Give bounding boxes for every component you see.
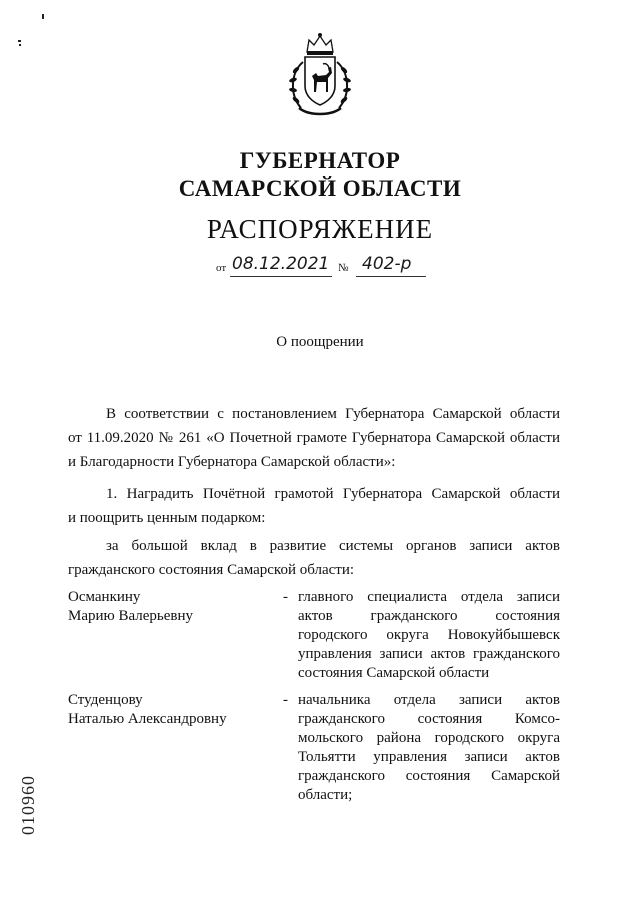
order-item-paragraph (68, 482, 560, 530)
issuer-title-line-2: САМАРСКОЙ ОБЛАСТИ (178, 176, 462, 201)
position-line: состояния Самарской области (298, 665, 490, 681)
scan-speck (19, 44, 21, 46)
date-underline (230, 276, 332, 277)
list-dash: - (283, 589, 288, 605)
awardee-name (68, 588, 193, 626)
awardee-position (298, 691, 560, 805)
awardee-given-names: Наталью Александровну (68, 711, 227, 727)
registration-line (216, 256, 426, 278)
position-line: главного специалиста отдела записи (298, 589, 560, 605)
preamble-line: от 11.09.2020 № 261 «О Почетной грамоте Губернатора Самарской области (68, 430, 560, 446)
position-line: городского округа Новокуйбышевск (298, 627, 560, 643)
awardee-surname: Османкину (68, 589, 141, 605)
date-value: 08.12.2021 (232, 254, 330, 274)
issuer-title-line-1: ГУБЕРНАТОР (239, 148, 401, 173)
date-label: от (216, 262, 227, 274)
number-value: 402-р (362, 254, 412, 274)
preamble-line: и Благодарности Губернатора Самарской области»: (68, 454, 396, 470)
position-line: гражданского состояния Самарской (298, 768, 560, 784)
margin-serial-number: 010960 (18, 775, 38, 835)
list-dash: - (283, 692, 288, 708)
position-line: области; (298, 787, 353, 803)
position-line: управления записи актов гражданского (298, 646, 560, 662)
position-line: гражданского состояния Комсо- (298, 711, 560, 727)
reason-line: гражданского состояния Самарской области: (68, 562, 355, 578)
order-line: и поощрить ценным подарком: (68, 510, 266, 526)
number-underline (356, 276, 426, 277)
awardee-surname: Студенцову (68, 692, 143, 708)
preamble-line: В соответствии с постановлением Губернатора Самарской области (106, 406, 560, 422)
scan-speck (18, 40, 21, 42)
position-line: мольского района городского округа (298, 730, 560, 746)
samara-coat-of-arms-icon (283, 32, 357, 120)
preamble-paragraph (68, 402, 560, 474)
subject-line: О поощрении (276, 334, 364, 350)
reason-line: за большой вклад в развитие системы органов записи актов (106, 538, 560, 554)
position-line: Тольятти управления записи актов (298, 749, 560, 765)
position-line: актов гражданского состояния (298, 608, 560, 624)
reason-paragraph (68, 534, 560, 582)
awardee-name (68, 691, 227, 729)
document-type: РАСПОРЯЖЕНИЕ (206, 214, 434, 244)
position-line: начальника отдела записи актов (298, 692, 560, 708)
order-line: 1. Наградить Почётной грамотой Губернатора Самарской области (106, 486, 560, 502)
awardee-position (298, 588, 560, 683)
number-label: № (338, 262, 349, 274)
scan-speck (42, 14, 44, 19)
awardee-given-names: Марию Валерьевну (68, 608, 194, 624)
